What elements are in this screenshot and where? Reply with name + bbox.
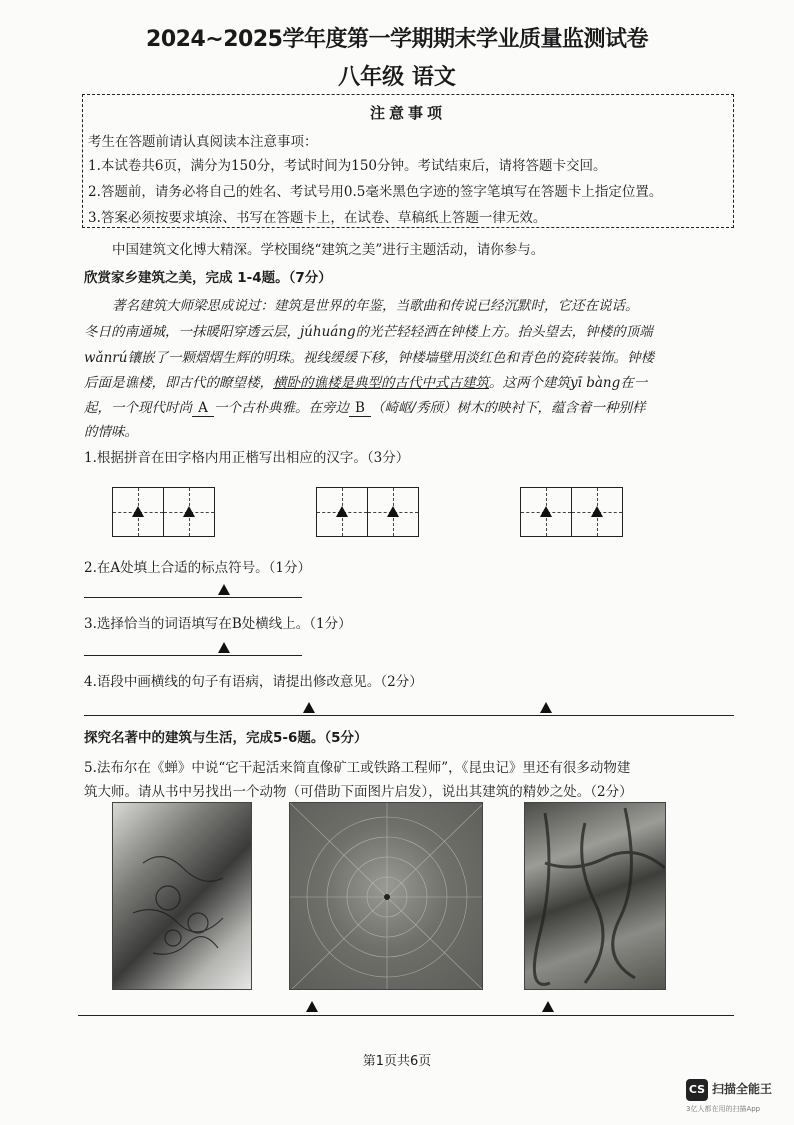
question-3: 3.选择恰当的词语填写在B处横线上。（1分） [84,616,352,632]
blank-b: B [349,400,371,417]
tianzige-group-1 [112,487,216,537]
section1-heading: 欣赏家乡建筑之美，完成 1-4题。（7分） [84,270,332,286]
bark-tunnels-photo [524,802,666,990]
passage-text: 后面是谯楼，即古代的瞭望楼， [84,375,273,391]
passage-line: 著名建筑大师梁思成说过：建筑是世界的年鉴，当歌曲和传说已经沉默时，它还在说话。 [112,298,639,314]
exam-subtitle: 八年级 语文 [338,65,456,90]
scanner-tagline: 3亿人都在用的扫描App [686,1105,761,1113]
spider-web-illustration [290,803,483,990]
bark-beetle-illustration [525,803,666,990]
spider-web-photo [289,802,483,990]
blank-a: A [192,400,214,417]
answer-marker-icon [183,506,195,517]
underlined-sentence: 横卧的谯楼是典型的古代中式古建筑 [273,375,489,391]
exam-title: 2024~2025学年度第一学期期末学业质量监测试卷 [146,27,648,52]
passage-text: 起，一个现代时尚 [84,400,192,416]
answer-line[interactable] [84,597,302,598]
answer-marker-icon [540,702,552,713]
answer-marker-icon [132,506,144,517]
notice-title: 注意事项 [369,104,446,122]
intro-text: 中国建筑文化博大精深。学校围绕“建筑之美”进行主题活动，请你参与。 [112,242,545,258]
tianzige-cell[interactable] [571,487,623,537]
question-5-continued: 筑大师。请从书中另找出一个动物（可借助下面图片启发），说出其建筑的精妙之处。（2分） [84,784,633,800]
tianzige-cell[interactable] [163,487,215,537]
passage-text: 。这两个建筑yī bàng在一 [489,375,648,391]
answer-marker-icon [303,702,315,713]
answer-marker-icon [542,1001,554,1012]
passage-line-4 [84,371,647,391]
insect-nest-photo [112,802,252,990]
question-2: 2.在A处填上合适的标点符号。（1分） [84,560,311,576]
passage-text: 一个古朴典雅。在旁边 [214,400,349,416]
tianzige-cell[interactable] [112,487,164,537]
question-4: 4.语段中画横线的句子有语病，请提出修改意见。（2分） [84,674,423,690]
notice-line: 1.本试卷共6页，满分为150分，考试时间为150分钟。考试结束后，请将答题卡交回。 [88,158,607,174]
question-1: 1.根据拼音在田字格内用正楷写出相应的汉字。（3分） [84,450,410,466]
passage-line: 的情味。 [84,424,138,440]
notice-line: 2.答题前，请务必将自己的姓名、考试号用0.5毫米黑色字迹的签字笔填写在答题卡上指定位置。 [88,184,663,200]
tianzige-cell[interactable] [367,487,419,537]
passage-line: wǎnrú镶嵌了一颗熠熠生辉的明珠。视线缓缓下移，钟楼墙壁用淡红色和青色的瓷砖装饰。钟楼 [84,350,654,366]
answer-marker-icon [591,506,603,517]
passage-text: （崎岖/秀颀）树木的映衬下，蕴含着一种别样 [371,400,646,416]
answer-line[interactable] [84,715,734,716]
tianzige-cell[interactable] [316,487,368,537]
scanner-logo-icon: CS [686,1079,708,1101]
question-5: 5.法布尔在《蝉》中说“它干起活来简直像矿工或铁路工程师”，《昆虫记》里还有很多动物建 [84,760,631,776]
page-number: 第1页共6页 [362,1054,432,1069]
answer-marker-icon [218,642,230,653]
passage-line: 冬日的南通城，一抹暖阳穿透云层，júhuáng的光芒轻轻洒在钟楼上方。抬头望去，钟楼的顶端 [84,324,653,340]
tianzige-group-3 [520,487,624,537]
answer-marker-icon [306,1001,318,1012]
notice-line: 考生在答题前请认真阅读本注意事项： [88,134,318,150]
tianzige-group-2 [316,487,420,537]
passage-line-5 [84,396,646,417]
answer-line[interactable] [84,655,302,656]
notice-line: 3.答案必须按要求填涂、书写在答题卡上，在试卷、草稿纸上答题一律无效。 [88,210,547,226]
answer-marker-icon [387,506,399,517]
answer-marker-icon [336,506,348,517]
scanner-app-name: 扫描全能王 [712,1082,773,1096]
answer-marker-icon [540,506,552,517]
section2-heading: 探究名著中的建筑与生活，完成5-6题。（5分） [84,730,368,746]
wasp-illustration [113,803,252,990]
answer-marker-icon [218,584,230,595]
answer-line[interactable] [78,1015,734,1016]
tianzige-cell[interactable] [520,487,572,537]
